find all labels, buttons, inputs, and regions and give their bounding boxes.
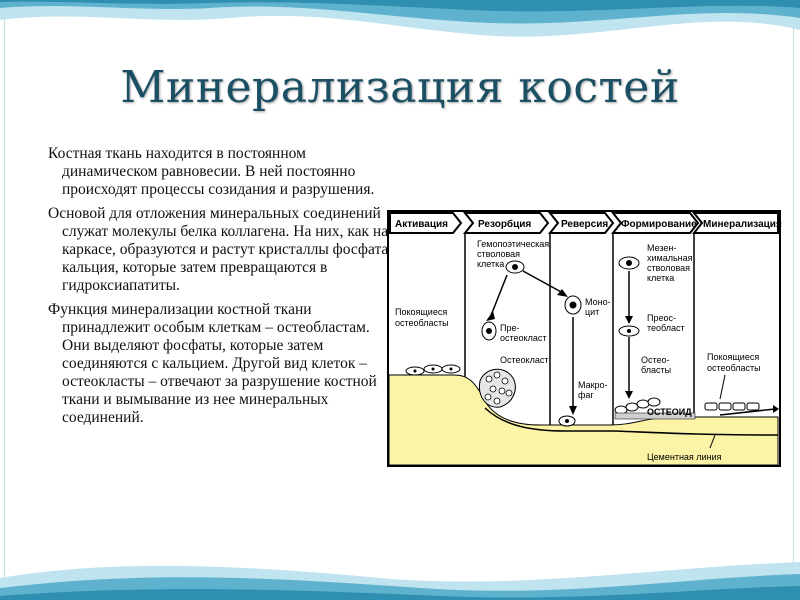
slide-title: Минерализация костей [120,62,680,113]
label-macrophage-1: Макро- [578,380,608,390]
paragraph-2: Основой для отложения минеральных соединений служат молекулы белка коллагена. На них, как на каркасе, образуются и растут кристаллы фосфата кальция, которые затем превращаются в гидроксиапатиты. [48,205,389,294]
top-wave-decoration [0,0,800,60]
body-text [48,145,393,433]
label-osteoblasts-1: Остео- [641,355,670,365]
phase-header [390,213,782,233]
phase-resorption: Резорбция [478,219,532,230]
label-osteoid: ОСТЕОИД [647,407,692,417]
label-osteoblasts-2: бласты [641,365,672,375]
label-resting-osteoblasts-right-2: остеобласты [707,363,761,373]
label-preosteoblast-1: Преос- [647,313,676,323]
label-stem-cell-1: Гемопоэтическая [477,239,550,249]
label-mesenchymal-4: клетка [647,273,675,283]
bottom-wave-decoration [0,548,800,600]
label-cement-line: Цементная линия [647,452,722,462]
label-resting-osteoblasts-1: Покоящиеся [395,307,448,317]
bone-remodeling-diagram [385,203,785,473]
phase-activation: Активация [395,219,448,230]
label-preosteoclast-2: остеокласт [500,333,547,343]
label-resting-osteoblasts-right-1: Покоящиеся [707,352,760,362]
label-monocyte-2: цит [585,307,600,317]
label-resting-osteoblasts-2: остеобласты [395,318,449,328]
phase-formation: Формирование [621,219,697,230]
phase-mineralization: Минерализация [703,219,782,230]
label-monocyte-1: Моно- [585,297,611,307]
label-osteoclast: Остеокласт [500,355,549,365]
label-preosteoblast-2: теобласт [647,323,685,333]
phase-reversal: Реверсия [561,219,609,230]
label-mesenchymal-1: Мезен- [647,243,677,253]
label-macrophage-2: фаг [578,390,594,400]
label-preosteoclast-1: Пре- [500,323,520,333]
label-stem-cell-2: стволовая [477,249,521,259]
label-mesenchymal-2: химальная [647,253,693,263]
label-mesenchymal-3: стволовая [647,263,691,273]
paragraph-3: Функция минерализации костной ткани принадлежит особым клеткам – остеобластам. Они выделяют фосфаты, которые затем соединяются с кальцием. Другой вид клеток – остеокласты – отвечают за разрушение костной ткани и вымывание из нее минеральных соединений. [48,301,377,426]
paragraph-1: Костная ткань находится в постоянном динамическом равновесии. В ней постоянно происходят процессы созидания и разрушения. [48,145,375,198]
label-stem-cell-3: клетка [477,259,505,269]
